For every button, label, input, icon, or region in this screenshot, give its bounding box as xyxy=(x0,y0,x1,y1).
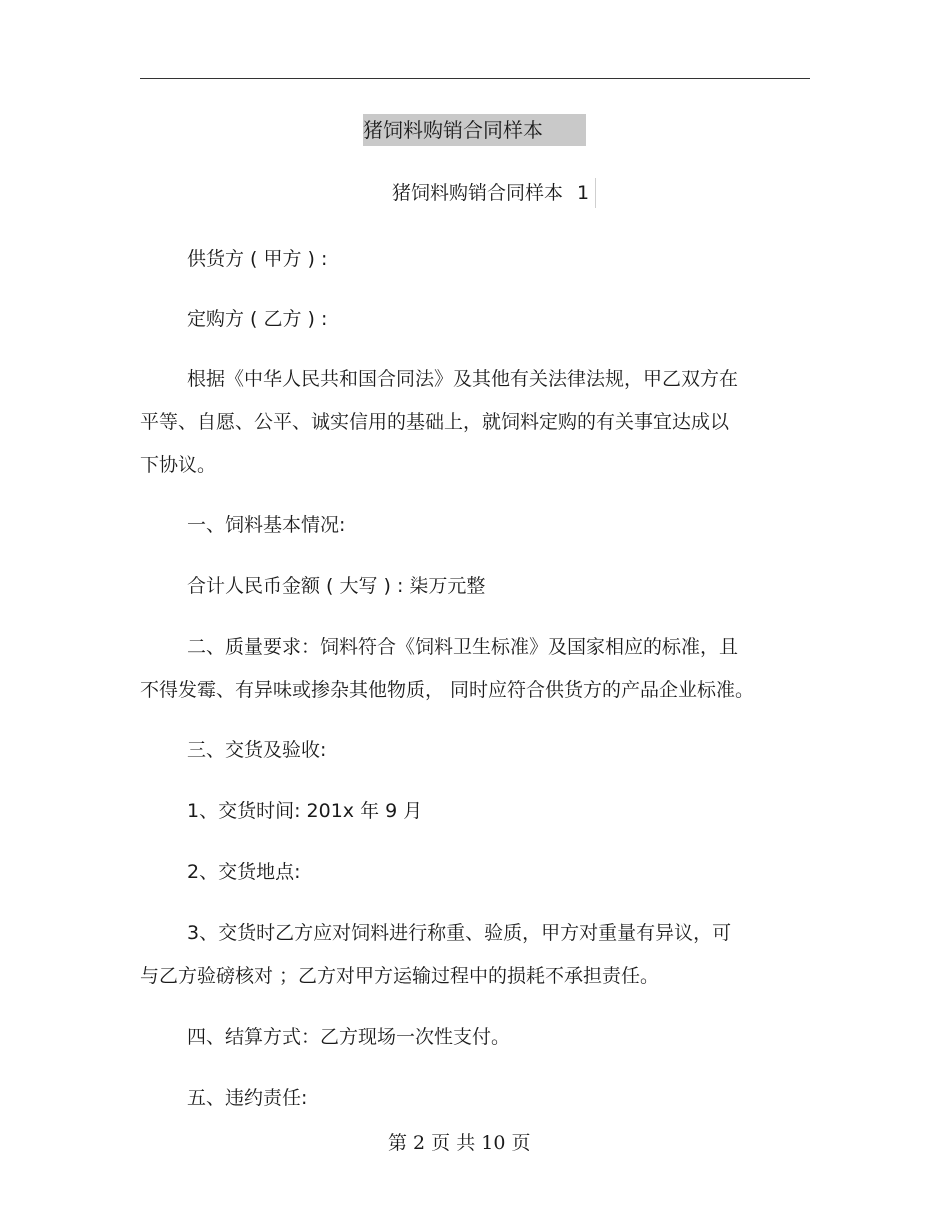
buyer-line: 定购方 ( 乙方 ) : xyxy=(187,308,328,330)
section-5-heading: 五、违约责任: xyxy=(187,1087,308,1109)
total-amount-line: 合计人民币金额 ( 大写 ) : 柒万元整 xyxy=(187,575,486,597)
preamble-line-1: 根据《中华人民共和国合同法》及其他有关法律法规，甲乙双方在 xyxy=(187,368,739,390)
acceptance-line-2: 与乙方验磅核对 ；乙方对甲方运输过程中的损耗不承担责任。 xyxy=(140,965,660,987)
supplier-line: 供货方 ( 甲方 ) : xyxy=(187,248,328,270)
delivery-place-line: 2、交货地点: xyxy=(187,861,301,883)
section-4-line: 四、结算方式：乙方现场一次性支付。 xyxy=(187,1026,511,1048)
preamble-line-3: 下协议。 xyxy=(140,454,217,476)
header-rule xyxy=(140,78,810,79)
section-1-heading: 一、饲料基本情况: xyxy=(187,514,346,536)
preamble-line-2: 平等、自愿、公平、诚实信用的基础上，就饲料定购的有关事宜达成以 xyxy=(140,411,730,433)
page-number-footer: 第 2 页 共 10 页 xyxy=(388,1132,531,1154)
document-subtitle-number: 1 xyxy=(577,178,596,208)
section-2-line-2: 不得发霉、有异味或掺杂其他物质， 同时应符合供货方的产品企业标准。 xyxy=(140,679,755,701)
document-subtitle-text: 猪饲料购销合同样本 xyxy=(392,182,564,204)
section-3-heading: 三、交货及验收: xyxy=(187,739,327,761)
document-subtitle xyxy=(392,178,596,208)
delivery-time-line: 1、交货时间: 201x 年 9 月 xyxy=(187,800,423,822)
acceptance-line-1: 3、交货时乙方应对饲料进行称重、验质，甲方对重量有异议，可 xyxy=(187,922,732,944)
document-title: 猪饲料购销合同样本 xyxy=(363,114,586,146)
section-2-line-1: 二、质量要求：饲料符合《饲料卫生标准》及国家相应的标准，且 xyxy=(187,636,739,658)
